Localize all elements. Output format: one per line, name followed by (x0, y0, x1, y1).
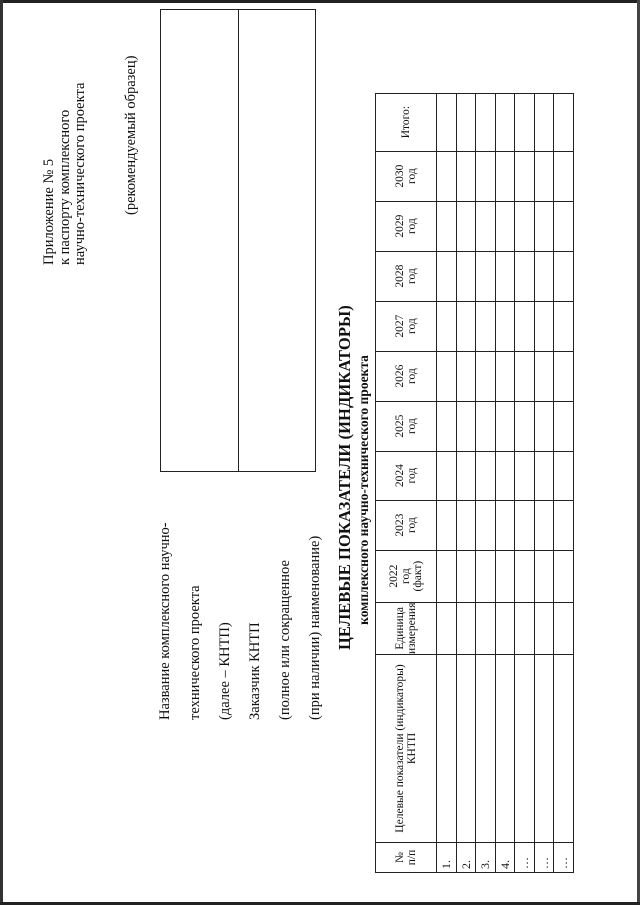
row-number: … (554, 843, 574, 873)
label-customer-full: (полное или сокращенное (277, 560, 293, 720)
table-cell (495, 93, 515, 151)
table-cell (476, 550, 496, 602)
table-row (515, 93, 535, 872)
row-number: … (534, 843, 554, 873)
header-2029: 2029 год (376, 201, 437, 251)
annex-line-1: Приложение № 5 (41, 158, 57, 265)
table-cell (554, 251, 574, 301)
table-cell (554, 451, 574, 500)
annex-line-3: научно-технического проекта (72, 82, 88, 265)
table-cell (515, 602, 535, 654)
header-2024: 2024 год (376, 451, 437, 500)
table-cell (554, 602, 574, 654)
table-cell (476, 93, 496, 151)
table-cell (495, 251, 515, 301)
table-cell (554, 351, 574, 401)
table-cell (476, 602, 496, 654)
table-cell (456, 201, 476, 251)
table-cell (534, 500, 554, 550)
table-cell (456, 351, 476, 401)
table-cell (515, 451, 535, 500)
table-cell (476, 201, 496, 251)
table-cell (554, 655, 574, 843)
table-cell (495, 351, 515, 401)
table-cell (476, 451, 496, 500)
table-cell (476, 401, 496, 451)
table-cell (515, 401, 535, 451)
table-cell (476, 500, 496, 550)
table-cell (495, 301, 515, 351)
table-row (437, 93, 457, 872)
title-sub: комплексного научно-технического проекта (356, 355, 371, 625)
table-cell (456, 550, 476, 602)
title-main: ЦЕЛЕВЫЕ ПОКАЗАТЕЛИ (ИНДИКАТОРЫ) (335, 305, 354, 650)
table-cell (515, 550, 535, 602)
table-cell (456, 251, 476, 301)
table-cell (534, 301, 554, 351)
row-number: 3. (476, 843, 496, 873)
header-2028: 2028 год (376, 251, 437, 301)
row-number: 1. (437, 843, 457, 873)
table-cell (456, 401, 476, 451)
table-cell (534, 151, 554, 201)
table-cell (554, 500, 574, 550)
header-2025: 2025 год (376, 401, 437, 451)
row-number: 2. (456, 843, 476, 873)
table-cell (437, 655, 457, 843)
table-cell (554, 93, 574, 151)
table-cell (515, 655, 535, 843)
table-cell (437, 602, 457, 654)
indicators-table (375, 93, 574, 873)
table-row (476, 93, 496, 872)
table-cell (495, 401, 515, 451)
table-cell (515, 151, 535, 201)
table-cell (476, 151, 496, 201)
table-body (437, 93, 574, 872)
document-title (335, 305, 372, 650)
form-fill-boxes (160, 9, 316, 472)
table-cell (534, 351, 554, 401)
table-cell (495, 201, 515, 251)
table-header-row (376, 93, 437, 872)
table-cell (534, 655, 554, 843)
annex-header (42, 83, 89, 265)
table-cell (495, 500, 515, 550)
label-project-name-1: Название комплексного научно- (157, 522, 173, 720)
table-row (534, 93, 554, 872)
header-num: № п/п (376, 843, 437, 873)
table-cell (554, 401, 574, 451)
table-row (495, 93, 515, 872)
table-cell (437, 301, 457, 351)
table-cell (515, 351, 535, 401)
row-number: … (515, 843, 535, 873)
label-customer: Заказчик КНТП (247, 622, 263, 720)
table-cell (515, 500, 535, 550)
table-cell (456, 602, 476, 654)
table-cell (437, 451, 457, 500)
table-cell (495, 451, 515, 500)
table-cell (437, 550, 457, 602)
header-total: Итого: (376, 93, 437, 151)
header-2027: 2027 год (376, 301, 437, 351)
recommended-sample-note: (рекомендуемый образец) (123, 55, 139, 215)
table-cell (437, 251, 457, 301)
row-number: 4. (495, 843, 515, 873)
table-cell (554, 301, 574, 351)
table-cell (534, 201, 554, 251)
label-project-name-2: технического проекта (187, 585, 203, 720)
table-cell (554, 201, 574, 251)
table-cell (534, 550, 554, 602)
table-cell (456, 301, 476, 351)
table-cell (554, 151, 574, 201)
table-cell (437, 151, 457, 201)
table-cell (437, 93, 457, 151)
table-cell (515, 93, 535, 151)
table-cell (534, 602, 554, 654)
table-cell (476, 351, 496, 401)
header-unit: Единица измерения (376, 602, 437, 654)
table-cell (495, 550, 515, 602)
table-cell (456, 655, 476, 843)
box-separator (238, 10, 239, 471)
table-cell (515, 251, 535, 301)
table-cell (476, 251, 496, 301)
table-cell (437, 401, 457, 451)
table-cell (456, 93, 476, 151)
table-cell (456, 151, 476, 201)
header-2030: 2030 год (376, 151, 437, 201)
table-cell (437, 500, 457, 550)
header-indicator: Целевые показатели (индикаторы) КНТП (376, 655, 437, 843)
header-2023: 2023 год (376, 500, 437, 550)
table-cell (534, 251, 554, 301)
table-cell (495, 655, 515, 843)
label-customer-short: (при наличии) наименование) (307, 535, 323, 720)
annex-line-2: к паспорту комплексного (56, 109, 73, 265)
table-row (456, 93, 476, 872)
table-cell (437, 201, 457, 251)
table-cell (456, 451, 476, 500)
table-cell (476, 301, 496, 351)
header-2022: 2022 год (факт) (376, 550, 437, 602)
table-cell (515, 301, 535, 351)
table-cell (456, 500, 476, 550)
label-project-abbr: (далее – КНТП) (217, 622, 233, 720)
table-cell (495, 602, 515, 654)
table-row (554, 93, 574, 872)
table-cell (534, 93, 554, 151)
table-cell (515, 201, 535, 251)
table-cell (495, 151, 515, 201)
table-cell (554, 550, 574, 602)
form-labels (150, 522, 330, 720)
table-cell (476, 655, 496, 843)
table-cell (534, 401, 554, 451)
header-2026: 2026 год (376, 351, 437, 401)
table-cell (534, 451, 554, 500)
table-cell (437, 351, 457, 401)
